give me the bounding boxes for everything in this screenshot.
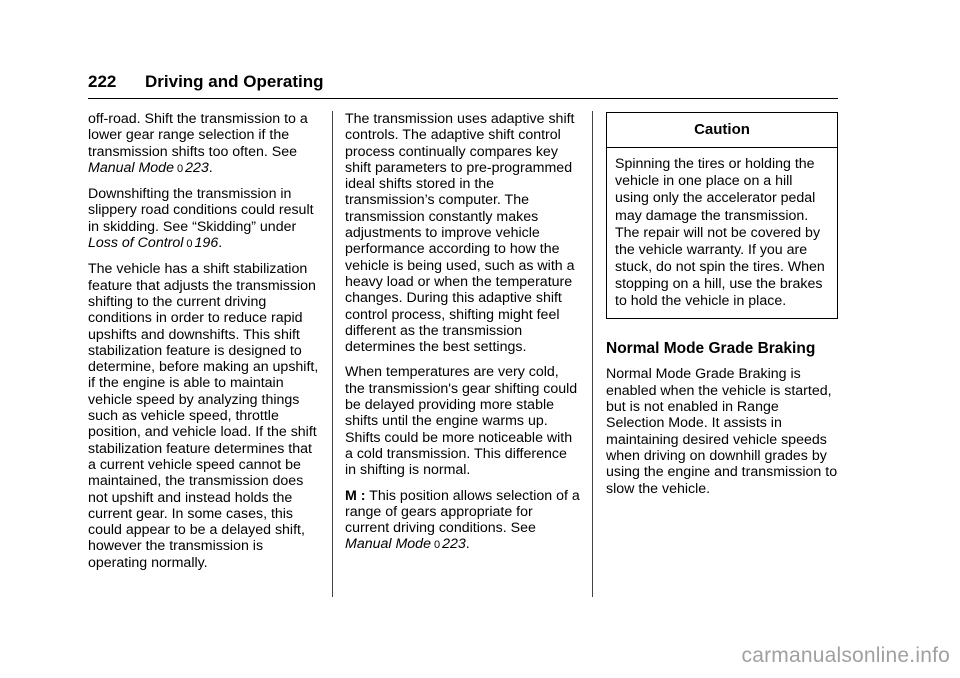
page-reference-icon: 0 xyxy=(433,539,441,552)
page-number: 222 xyxy=(88,72,117,91)
cross-reference-link[interactable]: Loss of Control xyxy=(88,235,184,252)
cross-reference-link[interactable]: Manual Mode xyxy=(88,159,174,176)
column-divider-2 xyxy=(592,111,593,597)
section-heading: Normal Mode Grade Braking xyxy=(606,340,816,358)
cross-reference-link[interactable]: Manual Mode xyxy=(345,536,431,553)
page-reference-number[interactable]: 223 xyxy=(185,159,209,176)
page-header xyxy=(88,72,838,99)
paragraph: The transmission uses adaptive shift controls. The adaptive shift control process continually compares key shift parameters to pre-programmed ideal shifts stored in the transmission’s computer. The transmission constantly makes adjustments to improve vehicle performance according to how the vehicle is being used, such as with a heavy load or when the temperature changes. During this adaptive shift control process, shifting might feel different as the transmission determines the best settings. xyxy=(345,111,575,356)
paragraph: Downshifting the transmission in slippery road conditions could result in skidding. See “Skidding” under Loss of Control 0 196. xyxy=(88,186,314,252)
caution-text: Spinning the tires or holding the vehicle in one place on a hill using only the accelerator pedal may damage the transmission. The repair will not be covered by the vehicle warranty. If you are stuck, do not spin the tires. When stopping on a hill, use the brakes to hold the vehicle in place. xyxy=(615,156,825,310)
page-reference-icon: 0 xyxy=(176,162,184,175)
gear-position-label: M : xyxy=(345,487,366,504)
caution-title: Caution xyxy=(607,113,837,148)
paragraph: M : This position allows selection of a range of gears appropriate for current driving conditions. See Manual Mode 0 223. xyxy=(345,487,580,553)
caution-box xyxy=(606,112,838,319)
paragraph: off-road. Shift the transmission to a lower gear range selection if the transmission shifts too often. See Manual Mode 0 223. xyxy=(88,111,308,176)
column-3 xyxy=(606,111,838,506)
column-1 xyxy=(88,111,320,580)
paragraph: Normal Mode Grade Braking is enabled when the vehicle is started, but is not enabled in Range Selection Mode. It assists in maintaining desired vehicle speeds when driving on downhill grades by using the engine and transmission to slow the vehicle. xyxy=(606,366,838,497)
header-rule xyxy=(88,98,838,99)
paragraph: When temperatures are very cold, the transmission's gear shifting could be delayed providing more stable shifts until the engine warms up. Shifts could be more noticeable with a cold transmission. This difference in shifting is normal. xyxy=(345,364,578,479)
section-title: Driving and Operating xyxy=(145,72,324,91)
page-reference-icon: 0 xyxy=(186,238,193,251)
paragraph: The vehicle has a shift stabilization feature that adjusts the transmission shifting to the current driving conditions in order to reduce rapid upshifts and downshifts. This shift stabilization feature is designed to determine, before making an upshift, if the engine is able to maintain vehicle speed by analyzing things such as vehicle speed, throttle position, and vehicle load. If the shift stabilization feature determines that a current vehicle speed cannot be maintained, the transmission does not upshift and instead holds the current gear. In some cases, this could appear to be a delayed shift, however the transmission is operating normally. xyxy=(88,261,319,571)
watermark: carmanualsonline.info xyxy=(741,644,950,667)
page-reference-number[interactable]: 196 xyxy=(194,235,219,252)
column-divider-1 xyxy=(332,111,333,597)
page-reference-number[interactable]: 223 xyxy=(442,536,466,553)
column-2 xyxy=(345,111,580,563)
